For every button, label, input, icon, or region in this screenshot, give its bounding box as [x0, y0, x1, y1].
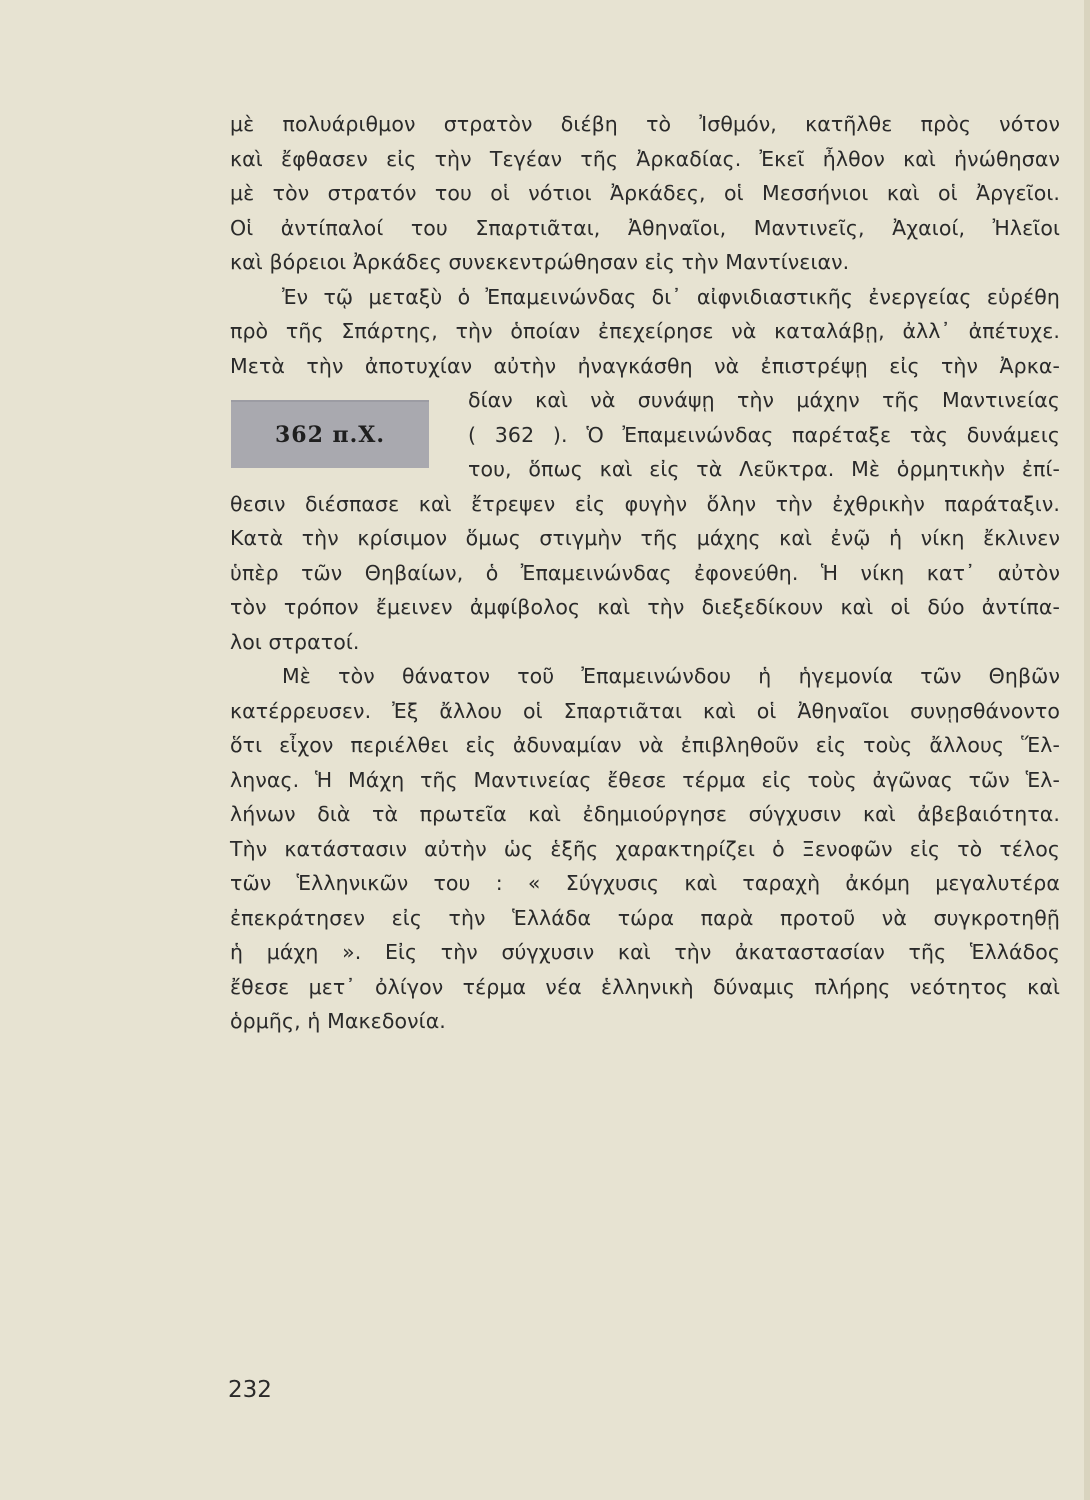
text-line: ( 362 ). Ὁ Ἐπαμεινώνδας παρέταξε τὰς δυνάμεις: [468, 422, 1060, 447]
text-line: ἔθεσε μετ᾽ ὀλίγον τέρμα νέα ἑλληνικὴ δύναμις πλήρης νεότητος καὶ: [230, 974, 1060, 999]
text-line: μὲ τὸν στρατόν του οἱ νότιοι Ἀρκάδες, οἱ Μεσσήνιοι καὶ οἱ Ἀργεῖοι.: [230, 181, 1060, 205]
page-edge: [1084, 0, 1090, 1500]
text-line: μὲ πολυάριθμον στρατὸν διέβη τὸ Ἰσθμόν, κατῆλθε πρὸς νότον: [230, 112, 1060, 136]
text-line: δίαν καὶ νὰ συνάψῃ τὴν μάχην τῆς Μαντινείας: [468, 388, 1060, 412]
text-line: ὅτι εἶχον περιέλθει εἰς ἀδυναμίαν νὰ ἐπιβληθοῦν εἰς τοὺς ἄλλους Ἕλ-: [230, 733, 1060, 757]
sidebar-date: 362 π.Χ.: [274, 422, 386, 448]
text-line: ληνας. Ἡ Μάχη τῆς Μαντινείας ἔθεσε τέρμα εἰς τοὺς ἀγῶνας τῶν Ἑλ-: [230, 767, 1060, 792]
text-line: Οἱ ἀντίπαλοί του Σπαρτιᾶται, Ἀθηναῖοι, Μαντινεῖς, Ἀχαιοί, Ἠλεῖοι: [230, 215, 1060, 240]
text-line: καὶ ἔφθασεν εἰς τὴν Τεγέαν τῆς Ἀρκαδίας. Ἐκεῖ ἦλθον καὶ ἡνώθησαν: [230, 146, 1060, 171]
text-line: τῶν Ἑλληνικῶν του : « Σύγχυσις καὶ ταραχὴ ἀκόμη μεγαλυτέρα: [230, 871, 1060, 895]
page-number: 232: [228, 1377, 272, 1403]
body-text: [230, 107, 1060, 1039]
text-line: ἐπεκράτησεν εἰς τὴν Ἑλλάδα τώρα παρὰ προτοῦ νὰ συγκροτηθῇ: [230, 905, 1060, 930]
text-line: λοι στρατοί.: [230, 629, 360, 654]
text-line: θεσιν διέσπασε καὶ ἔτρεψεν εἰς φυγὴν ὅλην τὴν ἐχθρικὴν παράταξιν.: [230, 491, 1060, 516]
text-line: Μὲ τὸν θάνατον τοῦ Ἐπαμεινώνδου ἡ ἡγεμονία τῶν Θηβῶν: [282, 664, 1060, 688]
text-line: ὁρμῆς, ἡ Μακεδονία.: [230, 1009, 446, 1033]
text-line: Τὴν κατάστασιν αὐτὴν ὡς ἑξῆς χαρακτηρίζει ὁ Ξενοφῶν εἰς τὸ τέλος: [230, 836, 1060, 861]
text-line: ὑπὲρ τῶν Θηβαίων, ὁ Ἐπαμεινώνδας ἐφονεύθη. Ἡ νίκη κατ᾽ αὐτὸν: [230, 560, 1060, 585]
text-line: Ἐν τῷ μεταξὺ ὁ Ἐπαμεινώνδας δι᾽ αἰφνιδιαστικῆς ἐνεργείας εὑρέθη: [282, 284, 1060, 309]
text-line: λήνων διὰ τὰ πρωτεῖα καὶ ἐδημιούργησε σύγχυσιν καὶ ἀβεβαιότητα.: [230, 802, 1060, 826]
text-line: κατέρρευσεν. Ἐξ ἄλλου οἱ Σπαρτιᾶται καὶ οἱ Ἀθηναῖοι συνῃσθάνοντο: [230, 698, 1060, 723]
text-line: πρὸ τῆς Σπάρτης, τὴν ὁποίαν ἐπεχείρησε νὰ καταλάβῃ, ἀλλ᾽ ἀπέτυχε.: [230, 319, 1060, 343]
text-line: ἡ μάχη ». Εἰς τὴν σύγχυσιν καὶ τὴν ἀκαταστασίαν τῆς Ἑλλάδος: [230, 940, 1060, 964]
text-line: Κατὰ τὴν κρίσιμον ὅμως στιγμὴν τῆς μάχης καὶ ἐνῷ ἡ νίκη ἔκλινεν: [230, 526, 1060, 550]
text-line: Μετὰ τὴν ἀποτυχίαν αὐτὴν ἠναγκάσθη νὰ ἐπιστρέψῃ εἰς τὴν Ἀρκα-: [230, 353, 1060, 378]
text-line: του, ὅπως καὶ εἰς τὰ Λεῦκτρα. Μὲ ὁρμητικὴν ἐπί-: [468, 457, 1060, 481]
text-line: τὸν τρόπον ἔμεινεν ἀμφίβολος καὶ τὴν διεξεδίκουν καὶ οἱ δύο ἀντίπα-: [230, 595, 1060, 619]
text-line: καὶ βόρειοι Ἀρκάδες συνεκεντρώθησαν εἰς τὴν Μαντίνειαν.: [230, 250, 850, 274]
